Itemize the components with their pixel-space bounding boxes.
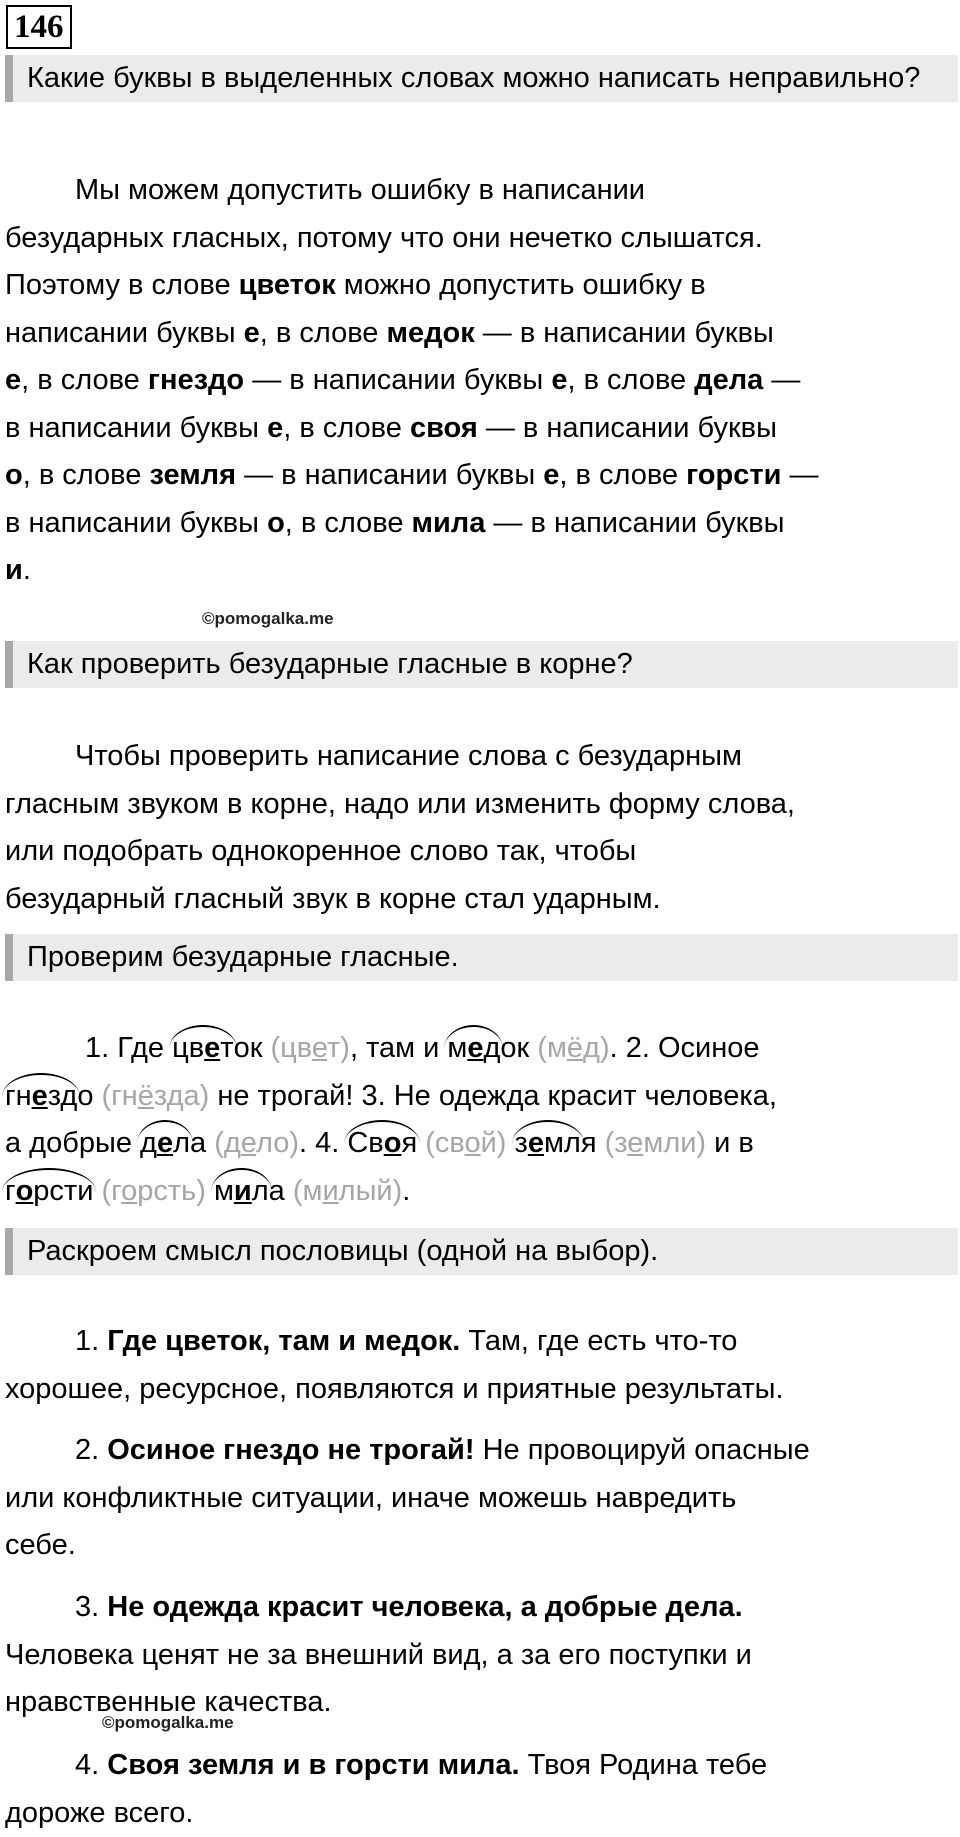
answer-paragraph-1: Мы можем допустить ошибку в написании безударных гласных, потому что они нечетко слышатся. Поэтому в слове цветок можно допустить ошибку в написании буквы е, в слове медок — в написании буквы е, в слове гнездо — в написании буквы е, в слове дела — в написании буквы е, в слове своя — в написании буквы о, в слове земля — в написании буквы е, в слове горсти — в написании буквы о, в слове мила — в написании буквы и. xyxy=(5,174,819,586)
proverb-4: 4. Своя земля и в горсти мила. Твоя Родина тебе дороже всего. xyxy=(5,1749,768,1829)
question-text: Какие буквы в выделенных словах можно написать неправильно? xyxy=(27,62,921,94)
answer-paragraph-2: Чтобы проверить написание слова с безударным гласным звуком в корне, надо или изменить форму слова, или подобрать однокоренное слово так, чтобы безударный гласный звук в корне стал ударным. xyxy=(5,740,795,915)
question-text: Раскроем смысл пословицы (одной на выбор). xyxy=(27,1235,659,1267)
watermark: ©pomogalka.me xyxy=(102,1713,234,1732)
question-text: Проверим безударные гласные. xyxy=(27,941,459,973)
proverb-3: 3. Не одежда красит человека, а добрые дела. Человека ценят не за внешний вид, а за его поступки и нравственные качества. xyxy=(5,1591,752,1718)
question-bar-4 xyxy=(5,1228,958,1275)
question-bar-1 xyxy=(5,55,958,102)
proverb-2: 2. Осиное гнездо не трогай! Не провоцируй опасные или конфликтные ситуации, иначе можешь навредить себе. xyxy=(5,1434,810,1561)
question-text: Как проверить безударные гласные в корне? xyxy=(27,648,633,680)
question-bar-3 xyxy=(5,934,958,981)
task-number: 146 xyxy=(6,5,72,49)
watermark: ©pomogalka.me xyxy=(202,609,334,628)
question-bar-2 xyxy=(5,641,958,688)
proverb-1: 1. Где цветок, там и медок. Там, где есть что-то хорошее, ресурсное, появляются и приятные результаты. xyxy=(5,1325,784,1405)
check-paragraph: 1. Где цветок (цвет), там и медок (мёд). 2. Осиное гнездо (гнёзда) не трогай! 3. Не одежда красит человека, а добрые дела (дело). 4. Своя (свой) земля (земли) и в горсти (горсть) мила (милый). xyxy=(5,1025,955,1215)
